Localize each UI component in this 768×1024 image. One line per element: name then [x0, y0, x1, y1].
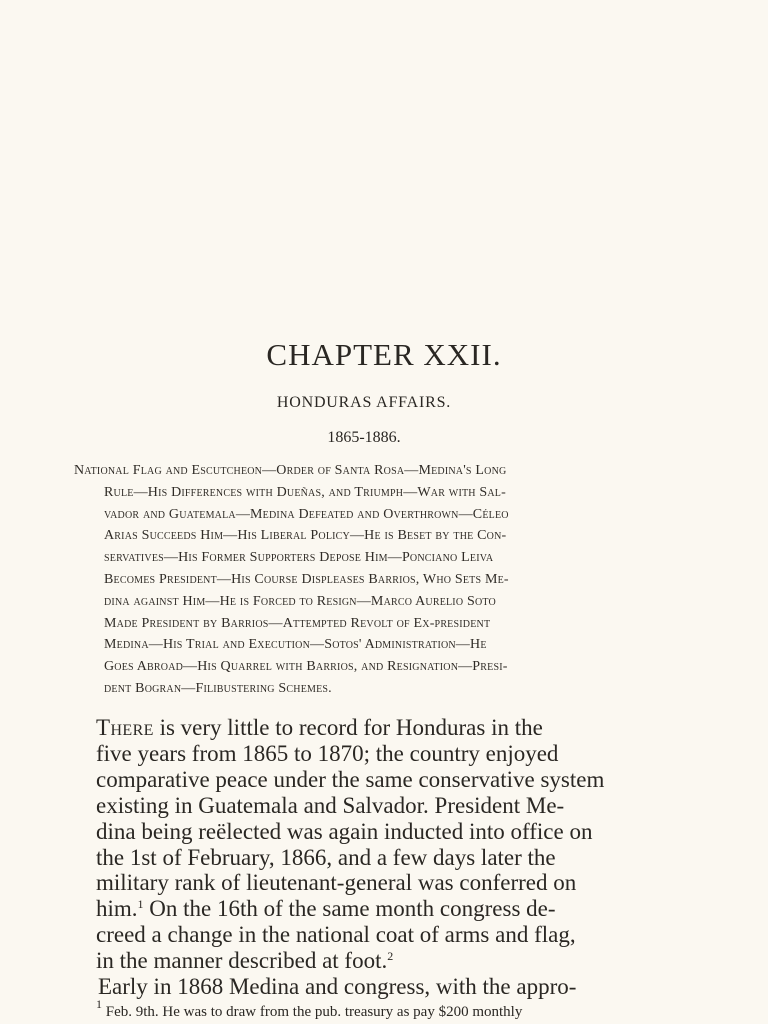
chapter-summary [74, 460, 660, 700]
chapter-title: CHAPTER XXII. [266, 337, 502, 372]
body-line-text: in the manner described at foot. [96, 948, 388, 974]
body-line: existing in Guatemala and Salvador. President Me- [96, 792, 565, 818]
summary-line: dina against Him—He is Forced to Resign—Marco Aurelio Soto [104, 593, 496, 609]
body-line: the 1st of February, 1866, and a few days later the [96, 844, 556, 870]
body-line: Early in 1868 Medina and congress, with the appro- [98, 974, 577, 1000]
summary-line: Becomes President—His Course Displeases Barrios, Who Sets Me- [104, 571, 509, 587]
chapter-date-range: 1865-1886. [327, 429, 401, 446]
body-line-text: is very little to record for Honduras in the [153, 715, 543, 740]
summary-line: Made President by Barrios—Attempted Revolt of Ex-president [104, 615, 491, 631]
summary-line: Rule—His Differences with Dueñas, and Triumph—War with Sal- [104, 484, 506, 500]
body-line [96, 715, 656, 741]
lead-word: There [96, 715, 154, 740]
footnote-marker: 1 [96, 997, 102, 1011]
body-line [96, 896, 656, 922]
footnote [96, 997, 676, 1021]
footnote-reference[interactable]: 2 [387, 949, 394, 964]
footnote-reference[interactable]: 1 [137, 897, 144, 912]
summary-line: servatives—His Former Supporters Depose Him—Ponciano Leiva [104, 550, 494, 566]
summary-line: vador and Guatemala—Medina Defeated and Overthrown—Céleo [104, 506, 509, 522]
body-line: creed a change in the national coat of arms and flag, [96, 922, 576, 948]
body-line: five years from 1865 to 1870; the country enjoyed [96, 740, 559, 766]
summary-line: Goes Abroad—His Quarrel with Barrios, and Resignation—Presi- [104, 659, 508, 675]
summary-line: dent Bogran—Filibustering Schemes. [104, 680, 332, 696]
body-line-text: On the 16th of the same month congress de- [143, 896, 556, 922]
summary-line: National Flag and Escutcheon—Order of Santa Rosa—Medina's Long [74, 463, 507, 478]
body-line-text: him. [96, 896, 138, 922]
body-paragraphs [96, 715, 656, 1000]
summary-line: Arias Succeeds Him—His Liberal Policy—He is Beset by the Con- [104, 528, 507, 544]
body-line: dina being reëlected was again inducted into office on [96, 818, 593, 844]
chapter-subject: HONDURAS AFFAIRS. [276, 394, 452, 411]
body-line: comparative peace under the same conservative system [96, 766, 605, 792]
body-line [96, 948, 656, 974]
summary-line: Medina—His Trial and Execution—Sotos' Administration—He [104, 637, 487, 653]
footnote-text: Feb. 9th. He was to draw from the pub. treasury as pay $200 monthly [102, 1004, 523, 1020]
body-line: military rank of lieutenant-general was conferred on [96, 870, 577, 896]
